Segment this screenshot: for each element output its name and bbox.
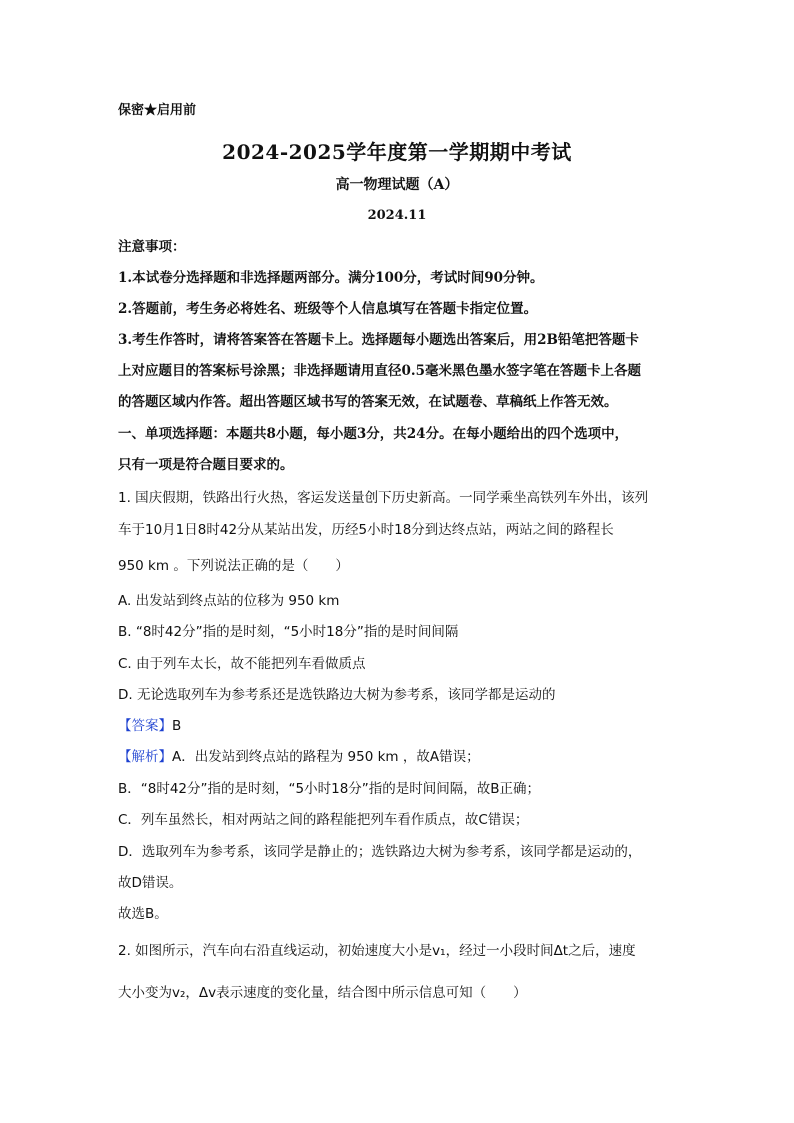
q1-option-c: C. 由于列车太长，故不能把列车看做质点 — [118, 656, 366, 672]
exam-title: 2024-2025学年度第一学期期中考试 — [222, 140, 572, 164]
q1-analysis-d-line-2: 故D错误。 — [118, 875, 183, 891]
q1-stem-line-1: 1. 国庆假期，铁路出行火热，客运发送量创下历史新高。一同学乘坐高铁列车外出，该列 — [118, 490, 649, 506]
q1-answer — [118, 716, 181, 736]
exam-subtitle: 高一物理试题（A） — [335, 177, 459, 193]
q1-analysis-d-line-1: D．选取列车为参考系，该同学是静止的；选铁路边大树为参考系，该同学都是运动的， — [118, 844, 642, 860]
q1-analysis-a — [118, 747, 480, 767]
q1-option-b: B. “8时42分”指的是时刻，“5小时18分”指的是时间间隔 — [118, 624, 459, 640]
q1-stem-line-3: 950 km 。下列说法正确的是（ ） — [118, 558, 349, 574]
q1-analysis-c: C．列车虽然长，相对两站之间的路程能把列车看作质点，故C错误； — [118, 812, 529, 828]
analysis-a-text: A．出发站到终点站的路程为 950 km ，故A错误； — [172, 749, 480, 765]
notes-item-3-line-2: 上对应题目的答案标号涂黑；非选择题请用直径0.5毫米黑色墨水签字笔在答题卡上各题 — [118, 363, 641, 379]
exam-date: 2024.11 — [367, 208, 427, 223]
q1-analysis-b: B．“8时42分”指的是时刻，“5小时18分”指的是时间间隔，故B正确； — [118, 781, 541, 797]
notes-heading: 注意事项： — [118, 239, 186, 255]
confidential-label: 保密★启用前 — [118, 103, 197, 118]
notes-item-2: 2.答题前，考生务必将姓名、班级等个人信息填写在答题卡指定位置。 — [118, 301, 538, 317]
q1-option-d: D. 无论选取列车为参考系还是选铁路边大树为参考系，该同学都是运动的 — [118, 687, 556, 703]
notes-item-3-line-1: 3.考生作答时，请将答案答在答题卡上。选择题每小题选出答案后，用2B铅笔把答题卡 — [118, 332, 639, 348]
notes-item-1: 1.本试卷分选择题和非选择题两部分。满分100分，考试时间90分钟。 — [118, 270, 544, 286]
q1-option-a: A. 出发站到终点站的位移为 950 km — [118, 593, 340, 609]
answer-value: B — [172, 718, 182, 734]
section-heading-line-1: 一、单项选择题：本题共8小题，每小题3分，共24分。在每小题给出的四个选项中， — [118, 426, 629, 442]
q1-stem-line-2: 车于10月1日8时42分从某站出发，历经5小时18分到达终点站，两站之间的路程长 — [118, 522, 614, 538]
section-heading-line-2: 只有一项是符合题目要求的。 — [118, 457, 294, 473]
q1-conclusion: 故选B。 — [118, 906, 168, 922]
analysis-tag: 【解析】 — [118, 749, 172, 765]
q2-stem-line-2: 大小变为v₂，Δv表示速度的变化量，结合图中所示信息可知（ ） — [118, 985, 527, 1001]
q2-stem-line-1: 2. 如图所示，汽车向右沿直线运动，初始速度大小是v₁，经过一小段时间Δt之后，速度 — [118, 943, 636, 959]
answer-tag: 【答案】 — [118, 718, 172, 734]
notes-item-3-line-3: 的答题区域内作答。超出答题区域书写的答案无效，在试题卷、草稿纸上作答无效。 — [118, 394, 618, 410]
